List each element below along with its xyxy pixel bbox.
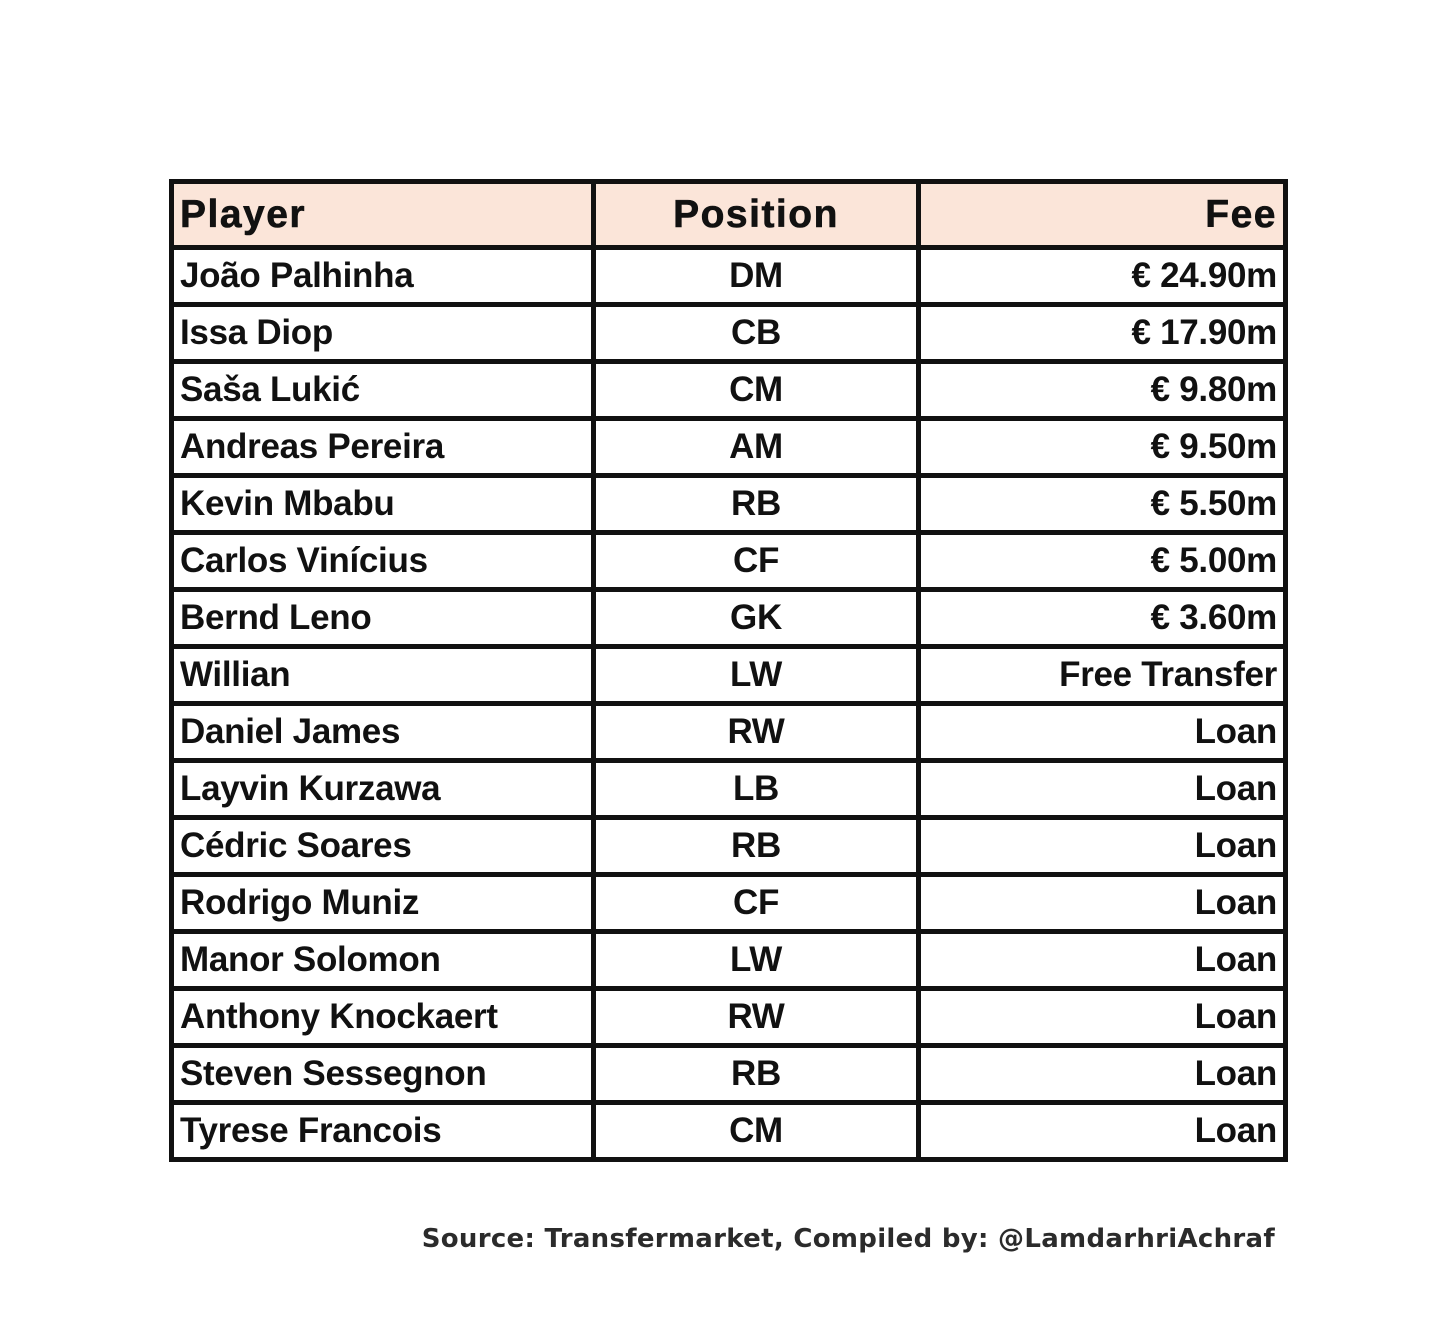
table-body [172, 248, 1286, 1160]
table-row [172, 476, 1286, 533]
fee-cell: € 24.90m [919, 248, 1286, 305]
fee-cell: Free Transfer [919, 647, 1286, 704]
player-cell: João Palhinha [172, 248, 594, 305]
table-row [172, 875, 1286, 932]
position-cell: RB [594, 818, 919, 875]
position-cell: LW [594, 647, 919, 704]
table-row [172, 1103, 1286, 1160]
position-cell: CM [594, 1103, 919, 1160]
position-cell: CF [594, 533, 919, 590]
player-cell: Carlos Vinícius [172, 533, 594, 590]
table-row [172, 362, 1286, 419]
position-cell: LB [594, 761, 919, 818]
source-note: Source: Transfermarket, Compiled by: @LamdarhriAchraf [421, 1224, 1275, 1254]
fee-cell: Loan [919, 818, 1286, 875]
transfers-table-container [169, 179, 1288, 1162]
table-row [172, 989, 1286, 1046]
position-cell: RW [594, 989, 919, 1046]
player-cell: Kevin Mbabu [172, 476, 594, 533]
position-cell: DM [594, 248, 919, 305]
table-row [172, 704, 1286, 761]
position-cell: RB [594, 476, 919, 533]
fee-cell: € 3.60m [919, 590, 1286, 647]
player-cell: Cédric Soares [172, 818, 594, 875]
table-row [172, 533, 1286, 590]
player-cell: Willian [172, 647, 594, 704]
fee-cell: € 17.90m [919, 305, 1286, 362]
player-cell: Issa Diop [172, 305, 594, 362]
position-cell: CB [594, 305, 919, 362]
table-row [172, 647, 1286, 704]
fee-cell: € 5.50m [919, 476, 1286, 533]
position-cell: LW [594, 932, 919, 989]
table-row [172, 248, 1286, 305]
player-cell: Anthony Knockaert [172, 989, 594, 1046]
table-row [172, 419, 1286, 476]
table-row [172, 305, 1286, 362]
player-cell: Bernd Leno [172, 590, 594, 647]
fee-cell: € 9.50m [919, 419, 1286, 476]
header-row [172, 182, 1286, 248]
table-header [172, 182, 1286, 248]
header-player: Player [172, 182, 594, 248]
table-row [172, 1046, 1286, 1103]
fee-cell: Loan [919, 932, 1286, 989]
player-cell: Andreas Pereira [172, 419, 594, 476]
player-cell: Manor Solomon [172, 932, 594, 989]
position-cell: CF [594, 875, 919, 932]
header-position: Position [594, 182, 919, 248]
position-cell: RW [594, 704, 919, 761]
fee-cell: Loan [919, 1046, 1286, 1103]
fee-cell: € 9.80m [919, 362, 1286, 419]
transfers-table [169, 179, 1288, 1162]
position-cell: AM [594, 419, 919, 476]
fee-cell: Loan [919, 875, 1286, 932]
table-row [172, 818, 1286, 875]
player-cell: Layvin Kurzawa [172, 761, 594, 818]
header-fee: Fee [919, 182, 1286, 248]
fee-cell: Loan [919, 1103, 1286, 1160]
fee-cell: Loan [919, 704, 1286, 761]
table-row [172, 761, 1286, 818]
table-row [172, 590, 1286, 647]
fee-cell: Loan [919, 989, 1286, 1046]
fee-cell: € 5.00m [919, 533, 1286, 590]
player-cell: Rodrigo Muniz [172, 875, 594, 932]
table-row [172, 932, 1286, 989]
player-cell: Steven Sessegnon [172, 1046, 594, 1103]
player-cell: Daniel James [172, 704, 594, 761]
position-cell: GK [594, 590, 919, 647]
player-cell: Tyrese Francois [172, 1103, 594, 1160]
fee-cell: Loan [919, 761, 1286, 818]
position-cell: RB [594, 1046, 919, 1103]
position-cell: CM [594, 362, 919, 419]
player-cell: Saša Lukić [172, 362, 594, 419]
